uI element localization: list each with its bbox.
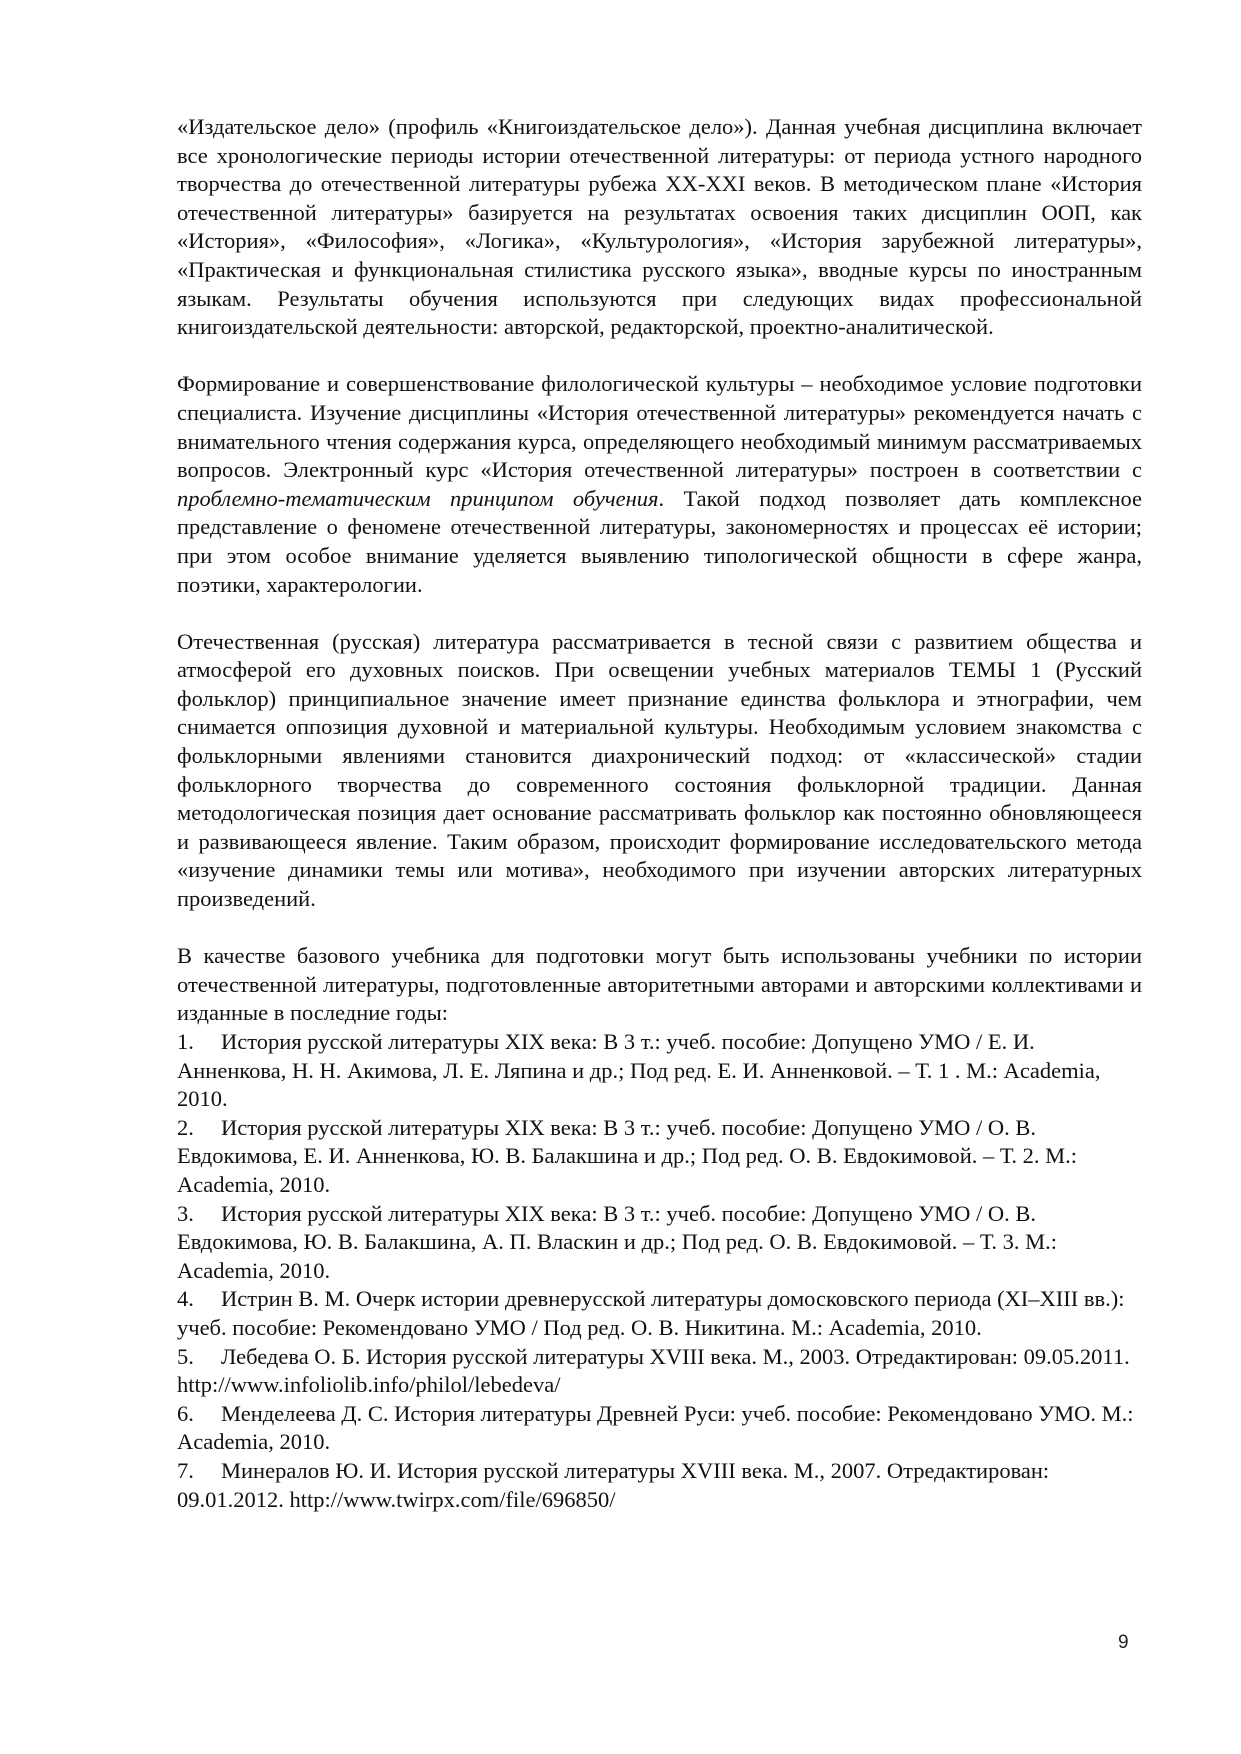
paragraph-3: Отечественная (русская) литература рассматривается в тесной связи с развитием общества и атмосферой его духовных поисков. При освещении учебных материалов ТЕМЫ 1 (Русский фольклор) принципиальное значение имеет признание единства фольклора и этнографии, чем снимается оппозиция духовной и материальной культуры. Необходимым условием знакомства с фольклорными явлениями становится диахронический подход: от «классической» стадии фольклорного творчества до современного состояния фольклорной традиции. Данная методологическая позиция дает основание рассматривать фольклор как постоянно обновляющееся и развивающееся явление. Таким образом, происходит формирование исследовательского метода «изучение динамики темы или мотива», необходимого при изучении авторских литературных произведений. [177,628,1142,912]
reference-item [177,1400,1142,1457]
paragraph-2-text-before: Формирование и совершенствование филологической культуры – необходимое условие подготовки специалиста. Изучение дисциплины «История отечественной литературы» рекомендуется начать с внимательного чтения содержания курса, определяющего необходимый минимум рассматриваемых вопросов. Электронный курс «История отечественной литературы» построен в соответствии с [177,371,1142,483]
reference-text: Истрин В. М. Очерк истории древнерусской литературы домосковского периода (XI–XIII вв.): учеб. пособие: Рекомендовано УМО / Под ред. О. В. Никитина. М.: Academia, 2010. [177,1286,1125,1340]
reference-number: 2. [177,1114,194,1140]
reference-number: 5. [177,1343,194,1369]
reference-item [177,1285,1142,1342]
reference-number: 7. [177,1457,194,1483]
reference-text: История русской литературы XIX века: В 3 т.: учеб. пособие: Допущено УМО / Е. И. Анненкова, Н. Н. Акимова, Л. Е. Ляпина и др.; Под ред. Е. И. Анненковой. – Т. 1 . М.: Academia, 2010. [177,1029,1101,1112]
reference-text: История русской литературы XIX века: В 3 т.: учеб. пособие: Допущено УМО / О. В. Евдокимова, Ю. В. Балакшина, А. П. Власкин и др.; Под ред. О. В. Евдокимовой. – Т. 3. М.: Academia, 2010. [177,1200,1058,1283]
reference-item [177,1028,1142,1114]
reference-number: 3. [177,1200,194,1226]
reference-item [177,1200,1142,1286]
reference-text: Менделеева Д. С. История литературы Древней Руси: учеб. пособие: Рекомендовано УМО. М.: Academia, 2010. [177,1400,1134,1455]
reference-item [177,1343,1142,1400]
paragraph-2 [177,370,1142,599]
page-number: 9 [1118,1632,1129,1653]
reference-number: 4. [177,1286,194,1312]
references-list [177,1028,1142,1514]
references-intro: В качестве базового учебника для подготовки могут быть использованы учебники по истории отечественной литературы, подготовленные авторитетными авторами и авторскими коллективами и изданные в последние годы: [177,943,1142,1026]
reference-number: 6. [177,1400,194,1426]
paragraph-2-text-after: . Такой подход позволяет дать комплексное представление о феномене отечественной литературы, закономерностях и процессах её истории; при этом особое внимание уделяется выявлению типологической общности в сфере жанра, поэтики, характерологии. [177,485,1142,597]
reference-text: История русской литературы XIX века: В 3 т.: учеб. пособие: Допущено УМО / О. В. Евдокимова, Е. И. Анненкова, Ю. В. Балакшина и др.; Под ред. О. В. Евдокимовой. – Т. 2. М.: Academia, 2010. [177,1114,1078,1197]
reference-text: Лебедева О. Б. История русской литературы XVIII века. М., 2003. Отредактирован: 09.05.2011. http://www.infoliolib.info/philol/lebedeva/ [177,1343,1130,1398]
paragraph-2-italic-phrase: проблемно-тематическим принципом обучения [177,485,659,511]
page-content [177,113,1142,1514]
reference-number: 1. [177,1029,194,1054]
reference-text: Минералов Ю. И. История русской литературы XVIII века. М., 2007. Отредактирован: 09.01.2012. http://www.twirpx.com/file/696850/ [177,1457,1050,1512]
paragraph-1: «Издательское дело» (профиль «Книгоиздательское дело»). Данная учебная дисциплина включает все хронологические периоды истории отечественной литературы: от периода устного народного творчества до отечественной литературы рубежа XX-XXI веков. В методическом плане «История отечественной литературы» базируется на результатах освоения таких дисциплин ООП, как «История», «Философия», «Логика», «Культурология», «История зарубежной литературы», «Практическая и функциональная стилистика русского языка», вводные курсы по иностранным языкам. Результаты обучения используются при следующих видах профессиональной книгоиздательской деятельности: авторской, редакторской, проектно-аналитической. [177,114,1142,340]
reference-item [177,1457,1142,1514]
reference-item [177,1114,1142,1200]
